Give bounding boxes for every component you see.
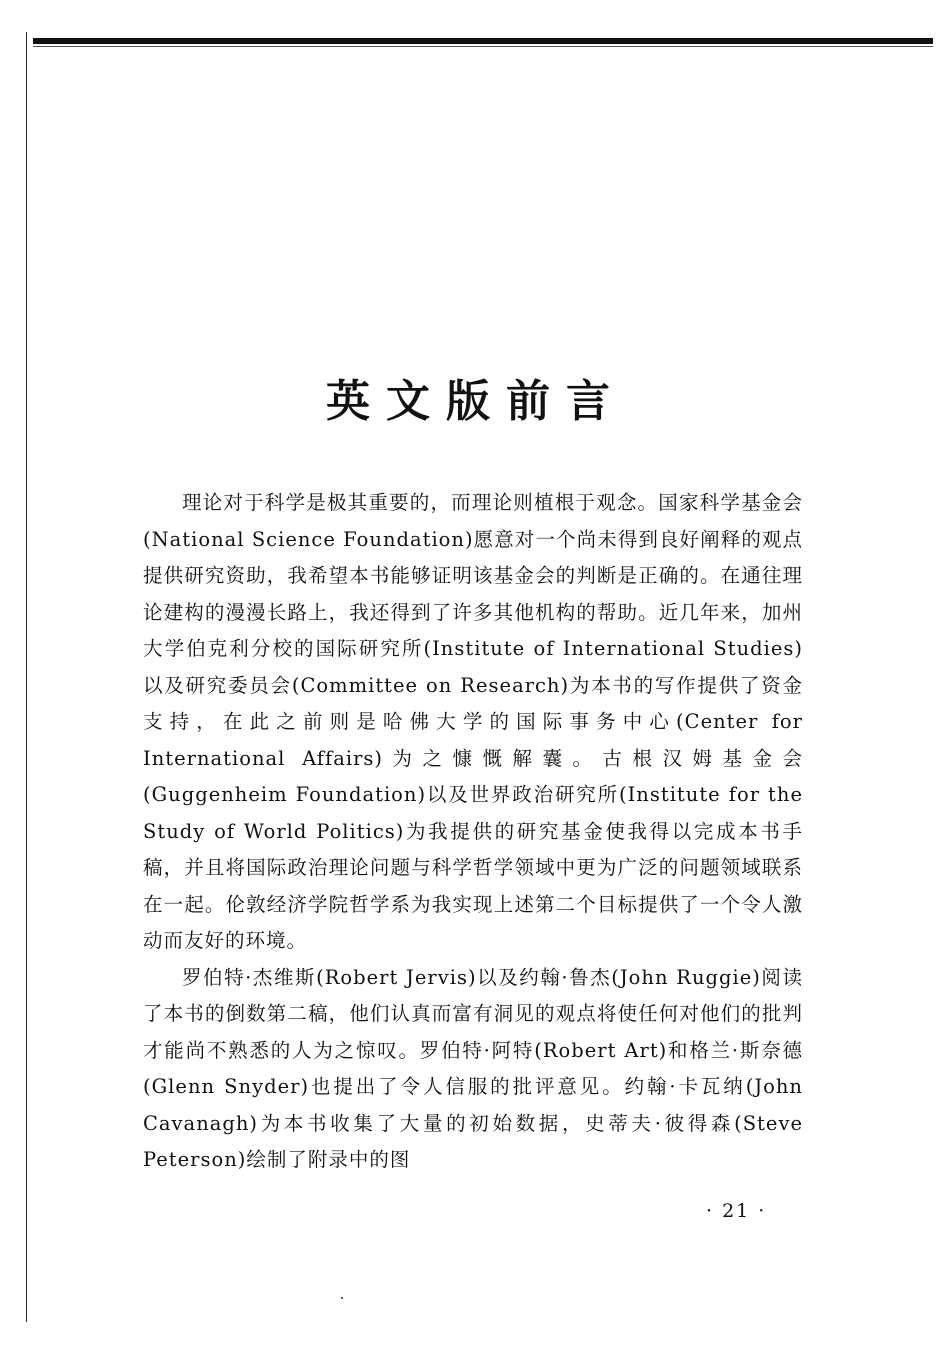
page-number: · 21 · — [706, 1200, 767, 1222]
scan-speck — [341, 1297, 343, 1299]
chapter-title: 英文版前言 — [326, 376, 626, 427]
paragraph-2: 罗伯特·杰维斯(Robert Jervis)以及约翰·鲁杰(John Ruggie)阅读了本书的倒数第二稿，他们认真而富有洞见的观点将使任何对他们的批判才能尚不熟悉的人为之惊叹。罗伯特·阿特(Robert Art)和格兰·斯奈德(Glenn Snyder)也提出了令人信服的批评意见。约翰·卡瓦纳(John Cavanagh)为本书收集了大量的初始数据，史蒂夫·彼得森(Steve Peterson)绘制了附录中的图 — [143, 965, 803, 1171]
body-text — [143, 485, 803, 1179]
header-rule — [33, 38, 933, 44]
header-rule-thin — [33, 46, 933, 47]
paragraph-1: 理论对于科学是极其重要的，而理论则植根于观念。国家科学基金会(National Science Foundation)愿意对一个尚未得到良好阐释的观点提供研究资助，我希望本书能够证明该基金会的判断是正确的。在通往理论建构的漫漫长路上，我还得到了许多其他机构的帮助。近几年来，加州大学伯克利分校的国际研究所(Institute of International Studies)以及研究委员会(Committee on Research)为本书的写作提供了资金支持，在此之前则是哈佛大学的国际事务中心(Center for International Affairs)为之慷慨解囊。古根汉姆基金会(Guggenheim Foundation)以及世界政治研究所(Institute for the Study of World Politics)为我提供的研究基金使我得以完成本书手稿，并且将国际政治理论问题与科学哲学领域中更为广泛的问题领域联系在一起。伦敦经济学院哲学系为我实现上述第二个目标提供了一个令人激动而友好的环境。 — [143, 491, 803, 952]
page-edge-line — [26, 32, 27, 1322]
